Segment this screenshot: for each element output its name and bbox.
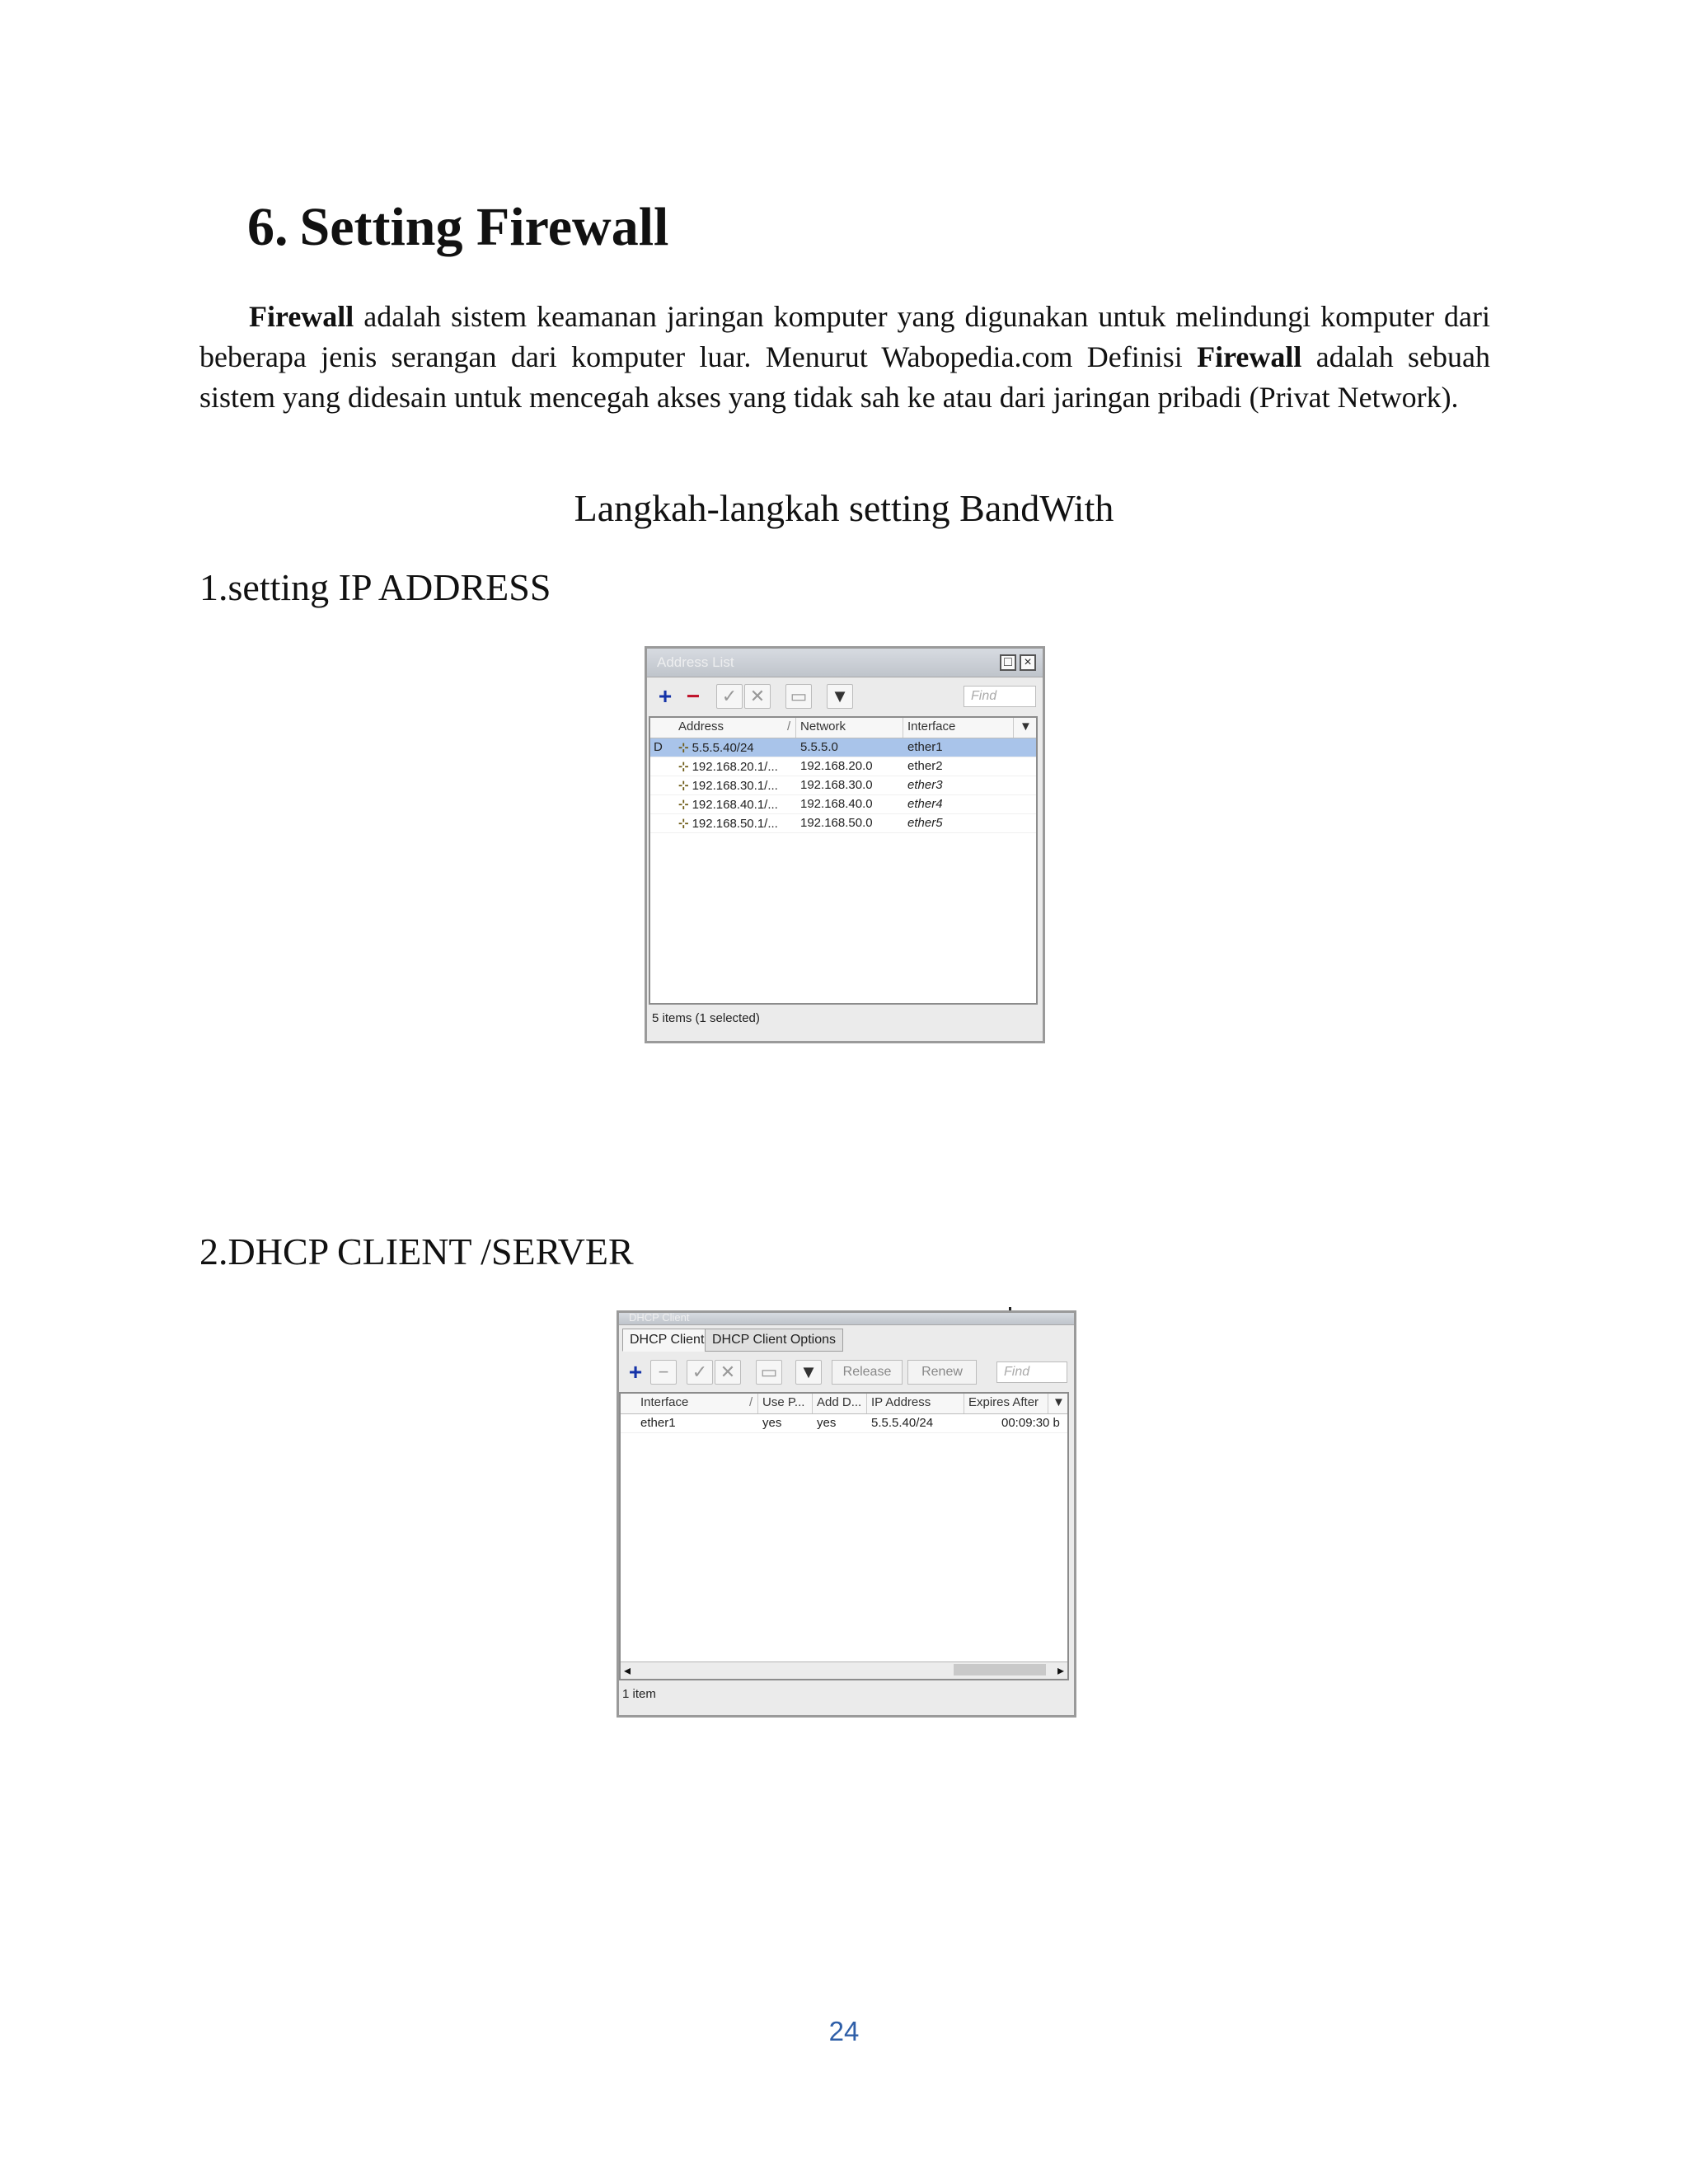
row-address: ⊹ 192.168.50.1/... [678, 817, 778, 831]
renew-button[interactable]: Renew [907, 1360, 977, 1385]
ip-address-icon: ⊹ [678, 760, 689, 774]
add-button[interactable]: + [658, 683, 673, 709]
enable-button[interactable]: ✓ [716, 684, 743, 709]
column-header-use-peer[interactable]: Use P... [762, 1395, 805, 1409]
address-list-window [645, 646, 1045, 1043]
find-input[interactable]: Find [996, 1361, 1067, 1383]
tab-dhcp-client[interactable]: DHCP Client [622, 1329, 711, 1352]
toolbar [619, 1353, 1074, 1391]
row-address: ⊹ 5.5.5.40/24 [678, 741, 754, 755]
window-title: DHCP Client [629, 1311, 690, 1324]
steps-title: Langkah-langkah setting BandWith [574, 487, 1114, 529]
column-header-ip-address[interactable]: IP Address [871, 1395, 931, 1409]
table-row[interactable] [621, 1414, 1067, 1433]
row-interface: ether1 [640, 1416, 676, 1430]
row-network: 192.168.50.0 [800, 816, 873, 830]
table-row[interactable] [650, 757, 1036, 776]
row-network: 5.5.5.0 [800, 740, 838, 754]
release-button[interactable]: Release [832, 1360, 903, 1385]
column-header-interface[interactable]: Interface [640, 1395, 689, 1409]
row-use-peer: yes [762, 1416, 782, 1430]
row-interface: ether4 [907, 797, 943, 811]
toolbar [647, 677, 1043, 715]
table-row[interactable] [650, 738, 1036, 757]
scroll-left-icon[interactable]: ◂ [624, 1664, 631, 1678]
section-heading [247, 196, 668, 259]
ip-address-icon: ⊹ [678, 741, 689, 755]
row-ip-address: 5.5.5.40/24 [871, 1416, 934, 1430]
window-title: Address List [657, 654, 734, 670]
row-interface: ether1 [907, 740, 943, 754]
column-header-interface[interactable]: Interface [907, 719, 956, 733]
column-header-expires-after[interactable]: Expires After [968, 1395, 1039, 1409]
row-interface: ether3 [907, 778, 943, 792]
comment-button[interactable]: ▭ [785, 684, 812, 709]
ip-address-icon: ⊹ [678, 798, 689, 812]
section-number: 6. [247, 197, 288, 257]
ip-address-icon: ⊹ [678, 779, 689, 793]
step-1-label: 1.setting IP ADDRESS [199, 566, 551, 608]
comment-button[interactable]: ▭ [756, 1360, 782, 1385]
enable-button[interactable]: ✓ [687, 1360, 713, 1385]
row-flag: D [654, 740, 663, 754]
row-address: ⊹ 192.168.40.1/... [678, 798, 778, 812]
step-2-label: 2.DHCP CLIENT /SERVER [199, 1230, 634, 1272]
dhcp-table [619, 1392, 1069, 1680]
row-address: ⊹ 192.168.30.1/... [678, 779, 778, 793]
row-network: 192.168.20.0 [800, 759, 873, 773]
table-row[interactable] [650, 814, 1036, 833]
address-table [649, 716, 1038, 1005]
maximize-icon[interactable]: □ [1000, 654, 1016, 671]
close-icon[interactable]: × [1020, 654, 1036, 671]
tab-bar [619, 1325, 1074, 1353]
column-header-network[interactable]: Network [800, 719, 846, 733]
add-button[interactable]: + [628, 1359, 643, 1385]
column-header-address[interactable]: Address [678, 719, 724, 733]
window-titlebar [619, 1313, 1074, 1325]
column-menu-icon[interactable]: ▼ [1053, 1395, 1065, 1409]
row-address: ⊹ 192.168.20.1/... [678, 760, 778, 774]
remove-button[interactable]: − [650, 1360, 677, 1385]
section-title: Setting Firewall [299, 197, 669, 257]
scrollbar-thumb[interactable] [954, 1664, 1046, 1675]
column-menu-icon[interactable]: ▼ [1020, 719, 1032, 733]
sort-indicator: / [787, 719, 791, 733]
table-row[interactable] [650, 776, 1036, 795]
column-header-add-default[interactable]: Add D... [817, 1395, 862, 1409]
remove-button[interactable]: − [686, 683, 701, 709]
table-row[interactable] [650, 795, 1036, 814]
row-network: 192.168.30.0 [800, 778, 873, 792]
row-interface: ether2 [907, 759, 943, 773]
bold-term: Firewall [1197, 340, 1302, 373]
row-expires-after: 00:09:30 b [1001, 1416, 1060, 1430]
page-number: 24 [828, 2016, 860, 2046]
table-header [650, 718, 1036, 738]
row-network: 192.168.40.0 [800, 797, 873, 811]
status-bar: 5 items (1 selected) [652, 1011, 760, 1025]
horizontal-scrollbar[interactable] [621, 1661, 1067, 1679]
scroll-right-icon[interactable]: ▸ [1057, 1664, 1064, 1678]
filter-icon[interactable]: ▼ [827, 684, 853, 709]
window-titlebar [647, 649, 1043, 677]
tab-dhcp-client-options[interactable]: DHCP Client Options [705, 1329, 843, 1352]
disable-button[interactable]: ✕ [744, 684, 771, 709]
disable-button[interactable]: ✕ [715, 1360, 741, 1385]
paragraph-text: adalah sistem keamanan jaringan komputer yang digunakan untuk melindungi komputer dari beberapa jenis serangan dari komputer luar. Menurut Wabopedia.com Definisi [199, 300, 1490, 373]
sort-indicator: / [749, 1395, 753, 1409]
intro-paragraph [199, 297, 1490, 418]
ip-address-icon: ⊹ [678, 817, 689, 831]
find-input[interactable]: Find [964, 686, 1036, 707]
table-header [621, 1394, 1067, 1414]
row-add-default: yes [817, 1416, 837, 1430]
row-interface: ether5 [907, 816, 943, 830]
paragraph-text: adalah sebuah sistem yang didesain untuk mencegah akses yang tidak sah ke atau dari jaringan pribadi (Privat Network). [199, 340, 1490, 414]
status-bar: 1 item [622, 1687, 656, 1701]
dhcp-client-window [617, 1310, 1076, 1718]
filter-icon[interactable]: ▼ [795, 1360, 822, 1385]
bold-term: Firewall [249, 300, 354, 333]
